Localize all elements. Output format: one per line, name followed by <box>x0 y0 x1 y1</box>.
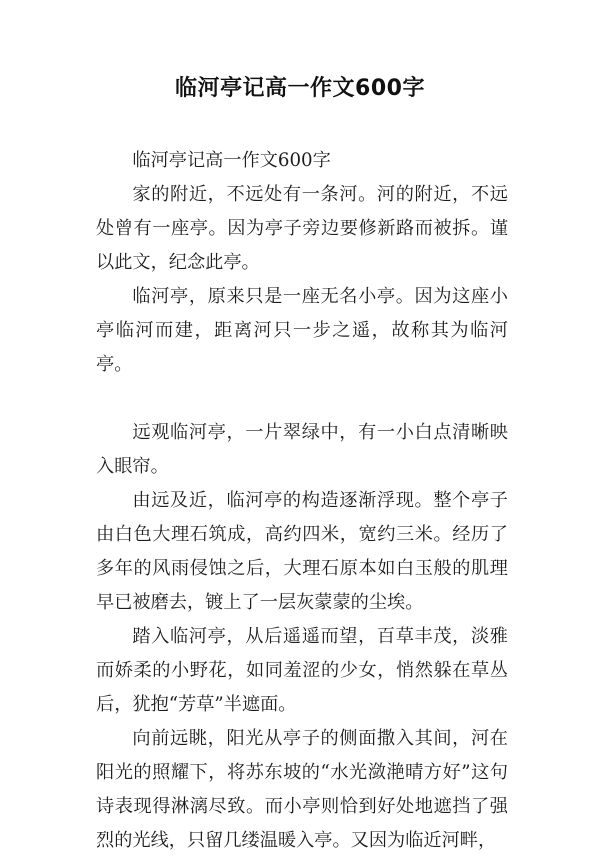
body-paragraph-heading: 临河亭记高一作文600字 <box>132 150 331 171</box>
body-paragraph: 远观临河亭，一片翠绿中，有一小白点清晰映入眼帘。 <box>96 422 508 477</box>
body-paragraph: 向前远眺，阳光从亭子的侧面撒入其间，河在阳光的照耀下，将苏东坡的“水光潋滟晴方好”这句诗表现得淋漓尽致。而小亭则恰到好处地遮挡了强烈的光线，只留几缕温暖入亭。又因为临近河畔， <box>96 728 508 851</box>
body-paragraph: 踏入临河亭，从后遥遥而望，百草丰茂，淡雅而娇柔的小野花，如同羞涩的少女，悄然躲在草丛后，犹抱“芳草”半遮面。 <box>96 626 508 715</box>
body-paragraph: 由远及近，临河亭的构造逐渐浮现。整个亭子由白色大理石筑成，高约四米，宽约三米。经历了多年的风雨侵蚀之后，大理石原本如白玉般的肌理早已被磨去，镀上了一层灰蒙蒙的尘埃。 <box>96 490 508 613</box>
document-title: 临河亭记高一作文600字 <box>175 76 425 101</box>
body-paragraph: 临河亭，原来只是一座无名小亭。因为这座小亭临河而建，距离河只一步之遥，故称其为临河亭。 <box>96 286 508 375</box>
document-body <box>96 144 508 858</box>
body-paragraph: 家的附近，不远处有一条河。河的附近，不远处曾有一座亭。因为亭子旁边要修新路而被拆。谨以此文，纪念此亭。 <box>96 184 508 273</box>
